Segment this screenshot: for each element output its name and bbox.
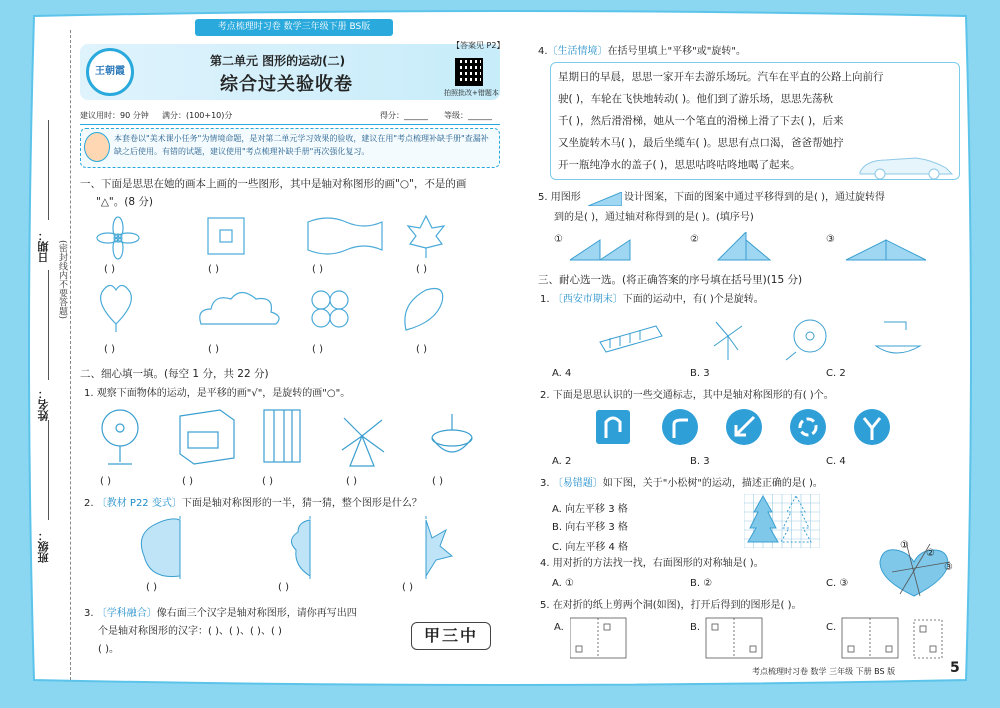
c2-text: 2. 下面是思思认识的一些交通标志，其中是轴对称图形的有( )个。 (540, 390, 834, 401)
q2-3-text: 3. 〔学科融合〕像右面三个汉字是轴对称图形，请你再写出四 (84, 608, 357, 619)
date-line (48, 120, 49, 220)
story-line-4: 又坐旋转木马( )，最后坐缆车( )。思思有点口渴，爸爸帮她拧 (558, 137, 844, 149)
c1-body: 下面的运动中，有( )个是旋转。 (622, 294, 764, 305)
c5-option-c[interactable]: C. (826, 622, 837, 633)
c1-text: 1. 〔西安市期末〕下面的运动中，有( )个是旋转。 (540, 294, 764, 305)
full-score: 满分：(100+10)分 (162, 111, 233, 120)
pattern-label-2: ② (690, 234, 699, 245)
q2-1-text: 1. 观察下面物体的运动，是平移的画"√"，是旋转的画"○"。 (84, 388, 351, 399)
c3-option-b[interactable]: B. 向右平移 3 格 (552, 522, 628, 533)
section-2-title: 二、细心填一填。(每空 1 分，共 22 分) (80, 368, 269, 380)
cartoon-avatar (84, 132, 110, 162)
q2-3-body: 像右面三个汉字是轴对称图形，请你再写出四 (156, 608, 357, 619)
story-line-1: 星期日的早晨，思思一家开车去游乐场玩。汽车在平直的公路上向前行 (558, 71, 884, 83)
pattern-1 (570, 240, 630, 260)
c5-text: 5. 在对折的纸上剪两个洞(如图)，打开后得到的图形是( )。 (540, 600, 802, 611)
c3-text: 3. 〔易错题〕如下图，关于"小松树"的运动，描述正确的是( )。 (540, 478, 823, 489)
score-field[interactable]: 得分：______ (380, 111, 428, 120)
q2-2-tag: 〔教材 P22 变式〕 (96, 498, 182, 509)
name-line (48, 270, 49, 380)
c2-option-b[interactable]: B. 3 (690, 456, 710, 467)
q2-3-tag: 〔学科融合〕 (96, 608, 157, 619)
cut-paper-figures (570, 616, 960, 662)
traffic-signs (594, 408, 914, 448)
motion-blank-5[interactable]: ( ) (432, 476, 443, 487)
triangle-patterns (570, 232, 950, 262)
four-leaf-shape (312, 291, 348, 327)
page-number: 5 (950, 660, 960, 676)
pinwheel-icon (714, 322, 742, 360)
c5-option-a[interactable]: A. (554, 622, 564, 633)
pattern-2 (718, 232, 770, 260)
car-icon (856, 152, 956, 180)
name-label: 姓名： (37, 388, 50, 421)
footer-text: 考点梳理时习卷 数学 三年级 下册 BS 版 (752, 667, 896, 676)
faucet-icon (876, 322, 920, 353)
u-turn-sign-icon (596, 410, 630, 444)
qr-code-icon[interactable] (455, 58, 483, 86)
q5-line2: 到的是( )，通过轴对称得到的是( )。(填序号) (554, 212, 754, 223)
option-b-figure (706, 618, 762, 658)
c3-option-a[interactable]: A. 向左平移 3 格 (552, 504, 628, 515)
option-c-figure (842, 618, 898, 658)
leaf-shape (101, 285, 132, 332)
grade-field[interactable]: 等级：______ (444, 111, 492, 120)
abacus-icon (600, 326, 662, 352)
answer-blank-5[interactable]: ( ) (104, 344, 115, 355)
pine-tree-grid (744, 494, 820, 548)
maple-leaf-shape (408, 216, 444, 258)
c5-option-b[interactable]: B. (690, 622, 701, 633)
c4-option-a[interactable]: A. ① (552, 578, 574, 589)
answer-blank-2[interactable]: ( ) (208, 264, 219, 275)
half-leaf (291, 520, 310, 576)
c1-option-a[interactable]: A. 4 (552, 368, 572, 379)
symmetry-shapes (96, 214, 496, 344)
half-shapes (130, 516, 460, 580)
q2-3-line3: ( )。 (98, 644, 119, 655)
c4-option-b[interactable]: B. ② (690, 578, 713, 589)
square-frame-shape (208, 218, 244, 254)
half-blank-1[interactable]: ( ) (146, 582, 157, 593)
half-star (426, 520, 452, 576)
folded-paper-figure (914, 620, 942, 658)
motion-blank-1[interactable]: ( ) (100, 476, 111, 487)
q2-2-body: 下面是轴对称图形的一半，猜一猜，整个图形是什么？ (181, 498, 422, 509)
motion-blank-3[interactable]: ( ) (262, 476, 273, 487)
series-banner: 考点梳理时习卷 数学三年级下册 BS版 (195, 19, 393, 36)
c1-option-c[interactable]: C. 2 (826, 368, 846, 379)
q2-3-line2: 个是轴对称图形的汉字：( )、( )、( )、( ) (98, 626, 282, 637)
section-1-title-cont: "△"。(8 分) (96, 196, 153, 208)
axis-label-3: ③ (944, 562, 953, 573)
c4-option-c[interactable]: C. ③ (826, 578, 849, 589)
pattern-label-1: ① (554, 234, 563, 245)
answer-blank-8[interactable]: ( ) (416, 344, 427, 355)
answer-blank-7[interactable]: ( ) (312, 344, 323, 355)
c1-option-b[interactable]: B. 3 (690, 368, 710, 379)
example-characters: 甲三中 (411, 622, 491, 650)
brand-logo: 王朝霞 (86, 48, 134, 96)
date-label: 日期： (37, 230, 50, 263)
half-blank-2[interactable]: ( ) (278, 582, 289, 593)
qr-caption: 拍照批改+错题本 (444, 89, 499, 97)
axis-label-2: ② (926, 548, 935, 559)
fan-icon (102, 410, 138, 464)
pattern-3 (846, 240, 926, 260)
time-limit: 建议用时：90 分钟 (80, 111, 149, 120)
seal-notice: (密封线内不要答题) (57, 240, 67, 320)
page-title: 综合过关验收卷 (220, 74, 353, 95)
c4-text: 4. 用对折的方法找一找，右面图形的对称轴是( )。 (540, 558, 764, 569)
notice-text: 本套卷以"美术课小任务"为情境命题，是对第二单元学习效果的验收，建议在用"考点梳理补缺手册"查漏补缺之后使用。有错的试题，建议使用"考点梳理补缺手册"再次强化复习。 (114, 134, 489, 156)
class-line (48, 420, 49, 520)
steering-wheel-icon (786, 320, 826, 360)
q4-tag: 〔生活情境〕 (547, 46, 608, 57)
axis-label-1: ① (900, 540, 909, 551)
c3-option-c[interactable]: C. 向左平移 4 格 (552, 542, 629, 553)
windmill-icon (342, 418, 384, 466)
q4-number: 4. (538, 46, 548, 57)
c1-tag: 〔西安市期末〕 (552, 294, 623, 305)
motion-objects (96, 406, 496, 472)
seal-line (70, 30, 71, 680)
spinning-top-icon (432, 414, 472, 452)
feather-leaf-shape (405, 289, 443, 331)
section-1-title: 一、下面是思思在她的画本上画的一些图形，其中是轴对称图形的画"○"，不是的画 (80, 178, 467, 190)
c2-option-c[interactable]: C. 4 (826, 456, 846, 467)
answer-blank-1[interactable]: ( ) (104, 264, 115, 275)
c3-body: 如下图，关于"小松树"的运动，描述正确的是( )。 (602, 478, 823, 489)
half-butterfly (141, 519, 180, 577)
half-blank-3[interactable]: ( ) (402, 582, 413, 593)
flower-shape (97, 217, 139, 259)
section-3-title: 三、耐心选一选。(将正确答案的序号填在括号里)(15 分) (538, 274, 803, 286)
answer-blank-6[interactable]: ( ) (208, 344, 219, 355)
divider (80, 124, 500, 125)
triangle-unit-icon (588, 192, 622, 206)
q4-body: 在括号里填上"平移"或"旋转"。 (607, 46, 746, 57)
option-a-figure (570, 618, 626, 658)
unit-title: 第二单元 图形的运动(二) (210, 54, 346, 68)
q5-lead: 5. 用图形 (538, 192, 581, 203)
window-icon (264, 410, 300, 462)
story-line-2: 驶( )，车轮在飞快地转动( )。他们到了游乐场，思思先荡秋 (558, 93, 834, 105)
q2-2-text: 2. 〔教材 P22 变式〕下面是轴对称图形的一半，猜一猜，整个图形是什么？ (84, 498, 422, 509)
pattern-label-3: ③ (826, 234, 835, 245)
motion-blank-2[interactable]: ( ) (182, 476, 193, 487)
cloud-shape (200, 293, 279, 325)
class-label: 班级： (37, 530, 50, 563)
flag-shape (308, 218, 382, 254)
q4-header (538, 44, 958, 60)
answer-blank-3[interactable]: ( ) (312, 264, 323, 275)
rotation-objects (596, 316, 926, 362)
c2-option-a[interactable]: A. 2 (552, 456, 572, 467)
motion-blank-4[interactable]: ( ) (346, 476, 357, 487)
drawer-icon (180, 410, 234, 464)
q5-line1: 设计图案，下面的图案中通过平移得到的是( )，通过旋转得 (624, 192, 885, 203)
roundabout-sign-icon (790, 409, 826, 445)
c3-tag: 〔易错题〕 (552, 478, 603, 489)
story-line-3: 千( )，然后滑滑梯，她从一个笔直的滑梯上滑了下去( )，后来 (558, 115, 844, 127)
answer-blank-4[interactable]: ( ) (416, 264, 427, 275)
answer-reference: 【答案见 P2】 (452, 41, 505, 50)
story-line-5: 开一瓶纯净水的盖子( )，思思咕咚咕咚地喝了起来。 (558, 159, 801, 171)
turn-right-sign-icon (662, 409, 698, 445)
